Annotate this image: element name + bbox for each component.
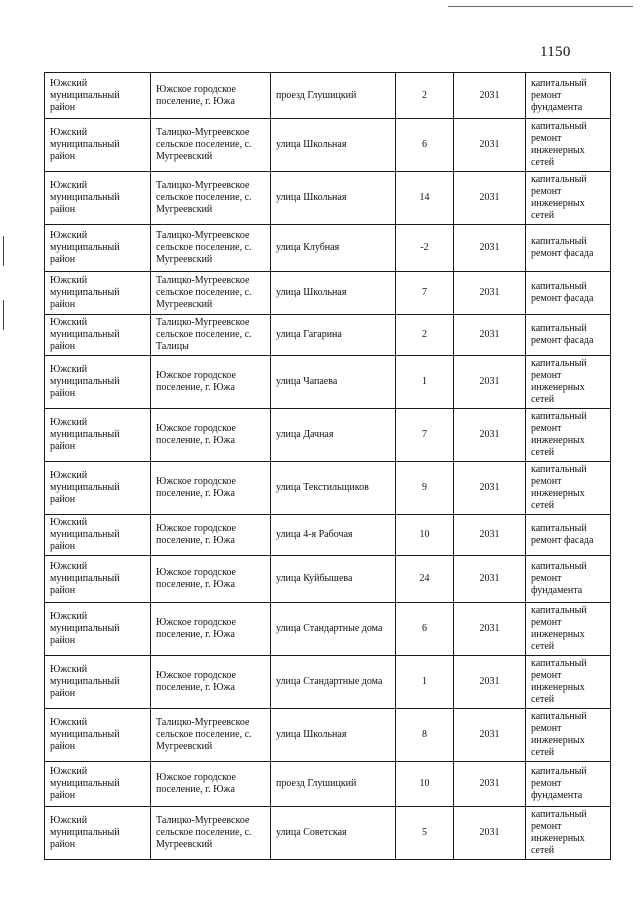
work-type-cell: капитальный ремонт фасада (526, 272, 611, 315)
year-cell: 2031 (454, 225, 526, 272)
house-number-cell: -2 (396, 225, 454, 272)
work-type-cell: капитальный ремонт инженерных сетей (526, 656, 611, 709)
district-cell: Южский муниципальный район (45, 315, 151, 356)
settlement-cell: Южское городское поселение, г. Южа (151, 356, 271, 409)
house-number-cell: 9 (396, 462, 454, 515)
district-cell: Южский муниципальный район (45, 462, 151, 515)
year-cell: 2031 (454, 556, 526, 603)
street-cell: улица 4-я Рабочая (271, 515, 396, 556)
margin-mark (3, 236, 4, 266)
street-cell: улица Текстильщиков (271, 462, 396, 515)
work-type-cell: капитальный ремонт фасада (526, 225, 611, 272)
year-cell: 2031 (454, 762, 526, 807)
district-cell: Южский муниципальный район (45, 409, 151, 462)
house-number-cell: 10 (396, 515, 454, 556)
work-type-cell: капитальный ремонт инженерных сетей (526, 603, 611, 656)
house-number-cell: 2 (396, 315, 454, 356)
work-type-cell: капитальный ремонт инженерных сетей (526, 807, 611, 860)
house-number-cell: 1 (396, 356, 454, 409)
margin-mark (3, 300, 4, 330)
work-type-cell: капитальный ремонт фасада (526, 315, 611, 356)
table-row (45, 119, 611, 172)
street-cell: улица Школьная (271, 272, 396, 315)
settlement-cell: Талицко-Мугреевское сельское поселение, с. Мугреевский (151, 225, 271, 272)
year-cell: 2031 (454, 315, 526, 356)
settlement-cell: Талицко-Мугреевское сельское поселение, с. Мугреевский (151, 709, 271, 762)
district-cell: Южский муниципальный район (45, 225, 151, 272)
year-cell: 2031 (454, 462, 526, 515)
district-cell: Южский муниципальный район (45, 73, 151, 119)
year-cell: 2031 (454, 656, 526, 709)
settlement-cell: Талицко-Мугреевское сельское поселение, с. Мугреевский (151, 272, 271, 315)
settlement-cell: Южское городское поселение, г. Южа (151, 73, 271, 119)
street-cell: улица Стандартные дома (271, 656, 396, 709)
table-row (45, 807, 611, 860)
table-row (45, 225, 611, 272)
house-number-cell: 6 (396, 603, 454, 656)
settlement-cell: Южское городское поселение, г. Южа (151, 409, 271, 462)
district-cell: Южский муниципальный район (45, 656, 151, 709)
district-cell: Южский муниципальный район (45, 807, 151, 860)
district-cell: Южский муниципальный район (45, 515, 151, 556)
year-cell: 2031 (454, 603, 526, 656)
table-row (45, 603, 611, 656)
street-cell: улица Дачная (271, 409, 396, 462)
settlement-cell: Южское городское поселение, г. Южа (151, 515, 271, 556)
house-number-cell: 14 (396, 172, 454, 225)
work-type-cell: капитальный ремонт инженерных сетей (526, 119, 611, 172)
work-type-cell: капитальный ремонт инженерных сетей (526, 409, 611, 462)
house-number-cell: 1 (396, 656, 454, 709)
house-number-cell: 10 (396, 762, 454, 807)
work-type-cell: капитальный ремонт инженерных сетей (526, 462, 611, 515)
table-row (45, 462, 611, 515)
street-cell: улица Гагарина (271, 315, 396, 356)
settlement-cell: Талицко-Мугреевское сельское поселение, с. Мугреевский (151, 172, 271, 225)
year-cell: 2031 (454, 807, 526, 860)
table-row (45, 515, 611, 556)
page-number: 1150 (540, 44, 571, 60)
district-cell: Южский муниципальный район (45, 356, 151, 409)
year-cell: 2031 (454, 73, 526, 119)
street-cell: улица Советская (271, 807, 396, 860)
table-row (45, 762, 611, 807)
table-row (45, 272, 611, 315)
district-cell: Южский муниципальный район (45, 172, 151, 225)
street-cell: улица Стандартные дома (271, 603, 396, 656)
year-cell: 2031 (454, 272, 526, 315)
settlement-cell: Южское городское поселение, г. Южа (151, 462, 271, 515)
house-number-cell: 8 (396, 709, 454, 762)
street-cell: улица Школьная (271, 172, 396, 225)
table-row (45, 172, 611, 225)
table-row (45, 315, 611, 356)
year-cell: 2031 (454, 409, 526, 462)
scan-edge-line (448, 6, 633, 7)
settlement-cell: Южское городское поселение, г. Южа (151, 603, 271, 656)
street-cell: улица Чапаева (271, 356, 396, 409)
district-cell: Южский муниципальный район (45, 762, 151, 807)
table-row (45, 409, 611, 462)
table-row (45, 709, 611, 762)
street-cell: улица Клубная (271, 225, 396, 272)
district-cell: Южский муниципальный район (45, 272, 151, 315)
street-cell: проезд Глушицкий (271, 73, 396, 119)
work-type-cell: капитальный ремонт инженерных сетей (526, 709, 611, 762)
table-row (45, 356, 611, 409)
work-type-cell: капитальный ремонт фундамента (526, 556, 611, 603)
street-cell: улица Школьная (271, 709, 396, 762)
housing-repair-table (44, 72, 611, 860)
house-number-cell: 2 (396, 73, 454, 119)
year-cell: 2031 (454, 356, 526, 409)
table-row (45, 556, 611, 603)
work-type-cell: капитальный ремонт инженерных сетей (526, 356, 611, 409)
street-cell: проезд Глушицкий (271, 762, 396, 807)
year-cell: 2031 (454, 172, 526, 225)
work-type-cell: капитальный ремонт фундамента (526, 73, 611, 119)
settlement-cell: Южское городское поселение, г. Южа (151, 556, 271, 603)
settlement-cell: Талицко-Мугреевское сельское поселение, с. Мугреевский (151, 807, 271, 860)
district-cell: Южский муниципальный район (45, 709, 151, 762)
year-cell: 2031 (454, 515, 526, 556)
year-cell: 2031 (454, 119, 526, 172)
street-cell: улица Школьная (271, 119, 396, 172)
work-type-cell: капитальный ремонт инженерных сетей (526, 172, 611, 225)
district-cell: Южский муниципальный район (45, 556, 151, 603)
work-type-cell: капитальный ремонт фасада (526, 515, 611, 556)
house-number-cell: 5 (396, 807, 454, 860)
settlement-cell: Талицко-Мугреевское сельское поселение, с. Талицы (151, 315, 271, 356)
work-type-cell: капитальный ремонт фундамента (526, 762, 611, 807)
table-body (45, 73, 611, 860)
settlement-cell: Южское городское поселение, г. Южа (151, 656, 271, 709)
district-cell: Южский муниципальный район (45, 119, 151, 172)
house-number-cell: 7 (396, 272, 454, 315)
settlement-cell: Талицко-Мугреевское сельское поселение, с. Мугреевский (151, 119, 271, 172)
district-cell: Южский муниципальный район (45, 603, 151, 656)
house-number-cell: 24 (396, 556, 454, 603)
house-number-cell: 7 (396, 409, 454, 462)
table-row (45, 656, 611, 709)
settlement-cell: Южское городское поселение, г. Южа (151, 762, 271, 807)
house-number-cell: 6 (396, 119, 454, 172)
table-row (45, 73, 611, 119)
year-cell: 2031 (454, 709, 526, 762)
street-cell: улица Куйбышева (271, 556, 396, 603)
